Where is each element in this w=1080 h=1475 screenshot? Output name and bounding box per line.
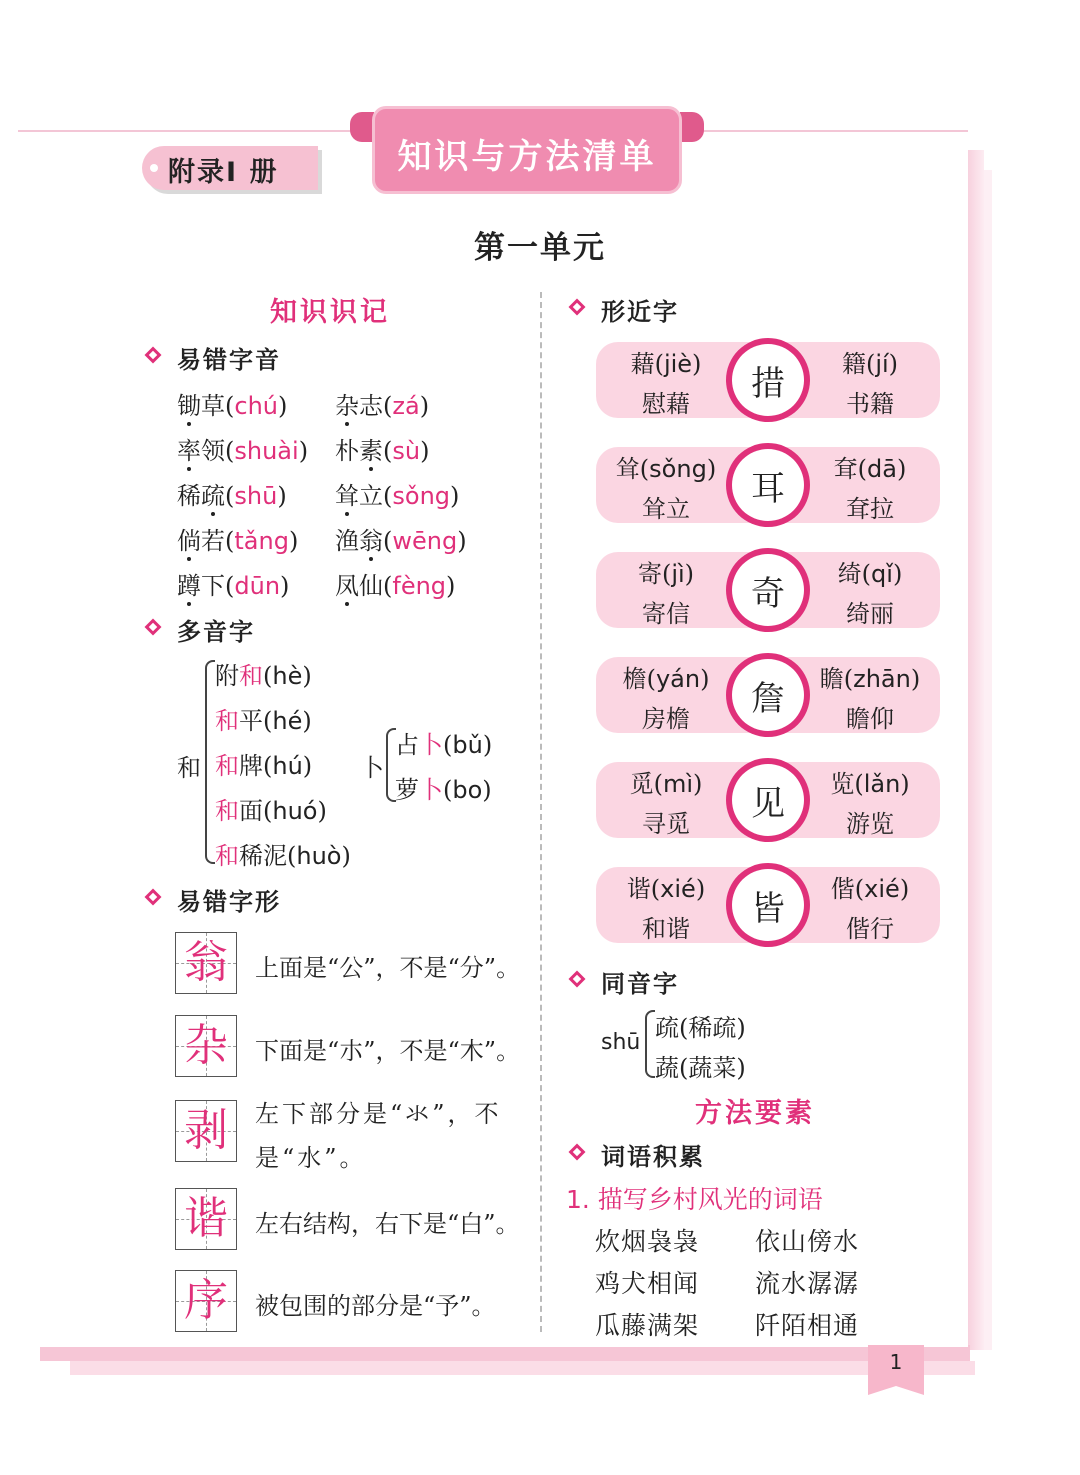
word-char: 下 [201, 572, 225, 600]
grid-character-text: 翁 [184, 937, 228, 988]
word-highlight: 和 [215, 842, 239, 870]
pair-left-char: 耸(sǒng) [615, 455, 717, 483]
char: 谐 [626, 875, 651, 903]
pinyin: jí [875, 350, 889, 378]
pinyin: xié [660, 875, 696, 903]
pair-right-char: 瞻(zhān) [819, 665, 921, 693]
word-char: 率 [177, 437, 201, 465]
pair-left-word: 慰藉 [642, 390, 690, 418]
grid-character [176, 1193, 236, 1245]
word-highlight: 和 [239, 662, 263, 690]
pronunciation-item: 渔翁(wēng) [335, 527, 467, 555]
char: 籍 [841, 350, 866, 378]
phrase-item: 依山傍水 [755, 1227, 860, 1256]
pronunciation-word [177, 392, 225, 420]
character-grid [175, 1270, 237, 1332]
pronunciation-word [335, 392, 383, 420]
phrase-item: 鸡犬相闻 [595, 1269, 700, 1298]
word-pre: 占 [395, 731, 419, 759]
pinyin: zá [392, 392, 420, 420]
word-char: 素 [359, 437, 383, 465]
banner-fold [350, 112, 374, 142]
similar-pair [596, 863, 940, 947]
pair-right-word: 绮丽 [846, 600, 894, 628]
pinyin: qǐ [871, 560, 893, 588]
pair-center-char: 措 [751, 364, 785, 404]
grid-character [176, 1020, 236, 1072]
pair-right-char: 耷(dā) [833, 455, 907, 483]
word-char: 立 [359, 482, 383, 510]
character-grid [175, 1188, 237, 1250]
subhead-polyphone: 多音字 [177, 618, 255, 646]
pair-left-word: 寄信 [642, 600, 690, 628]
brace [205, 660, 215, 864]
grid-character [176, 1275, 236, 1327]
word-char: 凤 [335, 572, 359, 600]
word-char: 翁 [359, 527, 383, 555]
char: 偕 [830, 875, 855, 903]
word-char: 草 [201, 392, 225, 420]
pair-right-char: 籍(jí) [841, 350, 899, 378]
pronunciation-word [177, 527, 225, 555]
shape-note: 下面是“朩”，不是“木”。 [255, 1037, 521, 1065]
similar-pair [596, 653, 940, 737]
pinyin: bǔ [452, 731, 483, 759]
word-char: 仙 [359, 572, 383, 600]
pinyin: hú [272, 752, 303, 780]
char: 寄 [637, 560, 662, 588]
word-char: 领 [201, 437, 225, 465]
homophone-pinyin: shū [601, 1030, 641, 1055]
word-pre: 萝 [395, 776, 419, 804]
pronunciation-item: 朴素(sù) [335, 437, 430, 465]
pinyin: fèng [392, 572, 447, 600]
word-char: 杂 [335, 392, 359, 420]
pair-left-word: 耸立 [642, 495, 690, 523]
pair-right-char: 绮(qǐ) [837, 560, 903, 588]
pronunciation-word [177, 437, 225, 465]
shape-note: 左右结构，右下是“白”。 [255, 1210, 520, 1238]
char: 觅 [629, 770, 654, 798]
pinyin: lǎn [863, 770, 901, 798]
pair-center-char: 皆 [751, 889, 785, 929]
word-post: 稀泥 [239, 842, 287, 870]
pinyin: bo [452, 776, 483, 804]
polyphone-item: 和稀泥(huò) [215, 842, 351, 870]
pinyin: huò [296, 842, 342, 870]
pair-center-char: 见 [751, 784, 785, 824]
word-char: 若 [201, 527, 225, 555]
pair-center-char: 耳 [751, 469, 785, 509]
vocab-subtitle: 1. 描写乡村风光的词语 [566, 1185, 823, 1214]
pair-left-word: 和谐 [642, 915, 690, 943]
page-stack-shadow [40, 1345, 970, 1361]
word-char: 志 [359, 392, 383, 420]
pronunciation-item: 杂志(zá) [335, 392, 430, 420]
pinyin: hé [272, 707, 303, 735]
homophone-item: 疏(稀疏) [655, 1014, 746, 1042]
character-grid [175, 1015, 237, 1077]
word-highlight: 和 [215, 797, 239, 825]
char: 藉 [630, 350, 655, 378]
char: 绮 [837, 560, 862, 588]
word-highlight: 卜 [419, 731, 443, 759]
pinyin: huó [272, 797, 318, 825]
grid-character-text: 序 [184, 1275, 228, 1326]
pinyin: jiè [663, 350, 693, 378]
word-char: 锄 [177, 392, 201, 420]
pair-left-char: 谐(xié) [626, 875, 706, 903]
pair-right-word: 偕行 [846, 915, 894, 943]
pronunciation-word [177, 482, 225, 510]
polyphone-item: 和面(huó) [215, 797, 327, 825]
grid-character-text: 剥 [184, 1105, 228, 1156]
polyphone-item: 萝卜(bo) [395, 776, 492, 804]
char: 览 [830, 770, 855, 798]
pinyin: dūn [234, 572, 281, 600]
pronunciation-item: 锄草(chú) [177, 392, 288, 420]
polyphone-char-bu: 卜 [360, 754, 384, 782]
pinyin: xié [864, 875, 900, 903]
word-char: 疏 [201, 482, 225, 510]
similar-pair [596, 338, 940, 422]
word-post: 面 [239, 797, 263, 825]
pronunciation-word [335, 527, 383, 555]
similar-pair [596, 548, 940, 632]
page-edge [968, 150, 984, 1350]
word-char: 耸 [335, 482, 359, 510]
subhead-similar: 形近字 [601, 298, 679, 326]
page-edge [984, 170, 992, 1350]
pair-left-char: 檐(yán) [622, 665, 710, 693]
banner-fold [680, 112, 704, 142]
pronunciation-word [335, 437, 383, 465]
pronunciation-item: 率领(shuài) [177, 437, 309, 465]
pinyin: sù [392, 437, 421, 465]
pair-right-word: 书籍 [846, 390, 894, 418]
pinyin: wēng [392, 527, 458, 555]
word-highlight: 卜 [419, 776, 443, 804]
shape-note: 上面是“公”，不是“分”。 [255, 954, 521, 982]
pair-right-char: 览(lǎn) [830, 770, 910, 798]
char: 檐 [622, 665, 647, 693]
pinyin: yán [655, 665, 701, 693]
phrase-item: 瓜藤满架 [595, 1311, 700, 1340]
appendix-label-text: 附录Ⅰ 册 [168, 157, 279, 188]
word-char: 稀 [177, 482, 201, 510]
polyphone-item: 和牌(hú) [215, 752, 313, 780]
pinyin: sǒng [392, 482, 451, 510]
pronunciation-item: 倘若(tǎng) [177, 527, 299, 555]
grid-character [176, 1105, 236, 1157]
subhead-homophone: 同音字 [601, 970, 679, 998]
pronunciation-word [177, 572, 225, 600]
pronunciation-item: 稀疏(shū) [177, 482, 287, 510]
pinyin: jì [671, 560, 685, 588]
homophone-item: 蔬(蔬菜) [655, 1054, 746, 1082]
pinyin: tǎng [234, 527, 289, 555]
pinyin: chú [234, 392, 278, 420]
unit-title: 第一单元 [474, 230, 606, 266]
word-highlight: 和 [215, 707, 239, 735]
pinyin: hè [272, 662, 303, 690]
page-stack-shadow [70, 1361, 975, 1375]
word-char: 倘 [177, 527, 201, 555]
pinyin: dā [867, 455, 897, 483]
page-number: 1 [889, 1350, 903, 1374]
subhead-vocab: 词语积累 [601, 1143, 705, 1171]
character-grid [175, 1100, 237, 1162]
word-post: 牌 [239, 752, 263, 780]
subhead-shape: 易错字形 [177, 888, 281, 916]
char: 瞻 [819, 665, 844, 693]
pair-right-word: 耷拉 [846, 495, 894, 523]
brace [645, 1010, 655, 1078]
polyphone-item: 占卜(bǔ) [395, 731, 493, 759]
pinyin: zhān [853, 665, 911, 693]
subhead-pronunciation: 易错字音 [177, 346, 281, 374]
similar-pair [596, 443, 940, 527]
section-title-method: 方法要素 [695, 1098, 815, 1129]
pair-left-char: 寄(jì) [637, 560, 695, 588]
grid-character-text: 杂 [184, 1020, 228, 1071]
word-post: 平 [239, 707, 263, 735]
pinyin: shuài [234, 437, 299, 465]
pronunciation-word [335, 482, 383, 510]
word-char: 朴 [335, 437, 359, 465]
pair-left-char: 觅(mì) [629, 770, 703, 798]
char: 耸 [615, 455, 640, 483]
similar-pair [596, 758, 940, 842]
word-char: 渔 [335, 527, 359, 555]
pinyin: mì [662, 770, 694, 798]
column-divider [540, 292, 542, 1332]
banner [372, 106, 682, 194]
character-grid [175, 932, 237, 994]
shape-note: 左下部分是“氺”，不是“水”。 [255, 1100, 502, 1172]
polyphone-char-he: 和 [177, 754, 201, 782]
grid-character [176, 937, 236, 989]
pinyin: sǒng [649, 455, 707, 483]
pronunciation-item: 蹲下(dūn) [177, 572, 290, 600]
polyphone-item: 和平(hé) [215, 707, 312, 735]
section-title-knowledge: 知识识记 [270, 297, 390, 328]
pair-left-word: 房檐 [642, 705, 690, 733]
pair-right-word: 游览 [846, 810, 894, 838]
word-highlight: 和 [215, 752, 239, 780]
pair-left-word: 寻觅 [642, 810, 690, 838]
appendix-label [142, 146, 318, 190]
pair-right-word: 瞻仰 [846, 705, 894, 733]
word-char: 蹲 [177, 572, 201, 600]
pronunciation-item: 耸立(sǒng) [335, 482, 460, 510]
phrase-item: 炊烟袅袅 [595, 1227, 700, 1256]
shape-note: 被包围的部分是“予”。 [255, 1292, 496, 1320]
pair-left-char: 藉(jiè) [630, 350, 702, 378]
phrase-item: 阡陌相通 [755, 1311, 860, 1340]
grid-character-text: 谐 [184, 1193, 228, 1244]
char: 耷 [833, 455, 858, 483]
pronunciation-item: 凤仙(fèng) [335, 572, 456, 600]
pronunciation-word [335, 572, 383, 600]
polyphone-item: 附和(hè) [215, 662, 312, 690]
dot-icon [150, 164, 158, 172]
pair-center-char: 詹 [751, 679, 785, 719]
banner-title: 知识与方法清单 [397, 137, 657, 177]
word-pre: 附 [215, 662, 239, 690]
phrase-item: 流水潺潺 [755, 1269, 860, 1298]
pair-center-char: 奇 [751, 574, 785, 614]
pinyin: shū [234, 482, 278, 510]
pair-right-char: 偕(xié) [830, 875, 910, 903]
